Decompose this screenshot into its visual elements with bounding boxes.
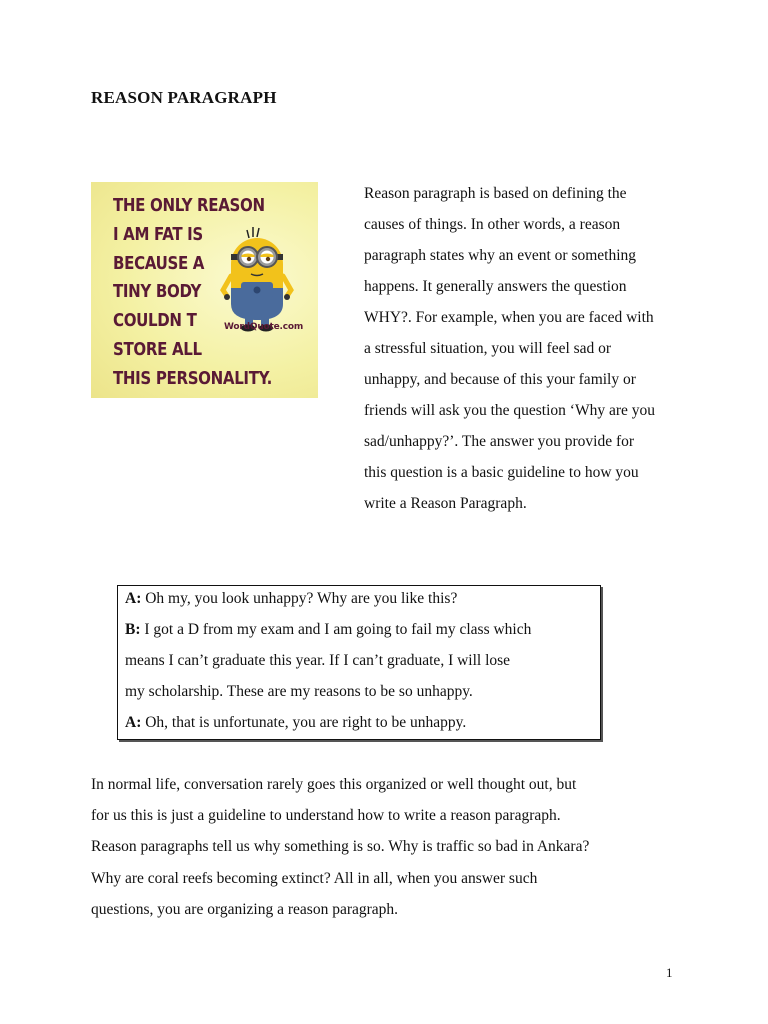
image-quote-line: TINY BODY	[113, 282, 202, 303]
intro-line: causes of things. In other words, a reason	[364, 216, 621, 233]
closing-line: In normal life, conversation rarely goes this organized or well thought out, but	[91, 776, 577, 793]
dialog-line	[125, 583, 600, 614]
dialog-line	[125, 707, 600, 738]
dialog-text: I got a D from my exam and I am going to fail my class which	[140, 621, 532, 638]
intro-line: WHY?. For example, when you are faced with	[364, 309, 654, 326]
image-quote-line: COULDN T	[113, 311, 197, 332]
image-quote-line: BECAUSE A	[113, 253, 205, 274]
speaker-label: B:	[125, 621, 141, 638]
minion-quote-image	[91, 182, 318, 398]
intro-line: write a Reason Paragraph.	[364, 495, 527, 512]
dialog-line	[125, 614, 600, 645]
closing-paragraph	[91, 769, 711, 925]
page-number: 1	[666, 965, 673, 980]
dialog-text: Oh my, you look unhappy? Why are you like this?	[141, 590, 458, 607]
image-quote-line: THIS PERSONALITY.	[113, 368, 273, 389]
intro-line: friends will ask you the question ‘Why are you	[364, 402, 655, 419]
intro-line: sad/unhappy?’. The answer you provide for	[364, 433, 635, 450]
intro-paragraph	[364, 178, 714, 519]
minion-illustration	[219, 224, 299, 334]
speaker-label: A:	[125, 714, 142, 731]
intro-line: a stressful situation, you will feel sad or	[364, 340, 612, 357]
dialog-line: means I can’t graduate this year. If I can’t graduate, I will lose	[125, 652, 511, 669]
closing-line: Why are coral reefs becoming extinct? All in all, when you answer such	[91, 869, 538, 887]
closing-line: Reason paragraphs tell us why something is so. Why is traffic so bad in Ankara?	[91, 838, 590, 856]
speaker-label: A:	[125, 590, 142, 607]
intro-line: unhappy, and because of this your family or	[364, 371, 636, 388]
image-credit: WordQuote.com	[224, 322, 304, 332]
intro-line: this question is a basic guideline to how you	[364, 464, 639, 481]
image-quote-line: THE ONLY REASON	[113, 196, 265, 216]
closing-line: questions, you are organizing a reason paragraph.	[91, 900, 399, 918]
intro-line: Reason paragraph is based on defining the	[364, 185, 627, 202]
closing-line: for us this is just a guideline to understand how to write a reason paragraph.	[91, 807, 561, 825]
dialog-box	[117, 585, 601, 740]
image-quote-line: STORE ALL	[113, 339, 202, 360]
dialog-line: my scholarship. These are my reasons to be so unhappy.	[125, 683, 473, 700]
image-quote-line: I AM FAT IS	[113, 224, 203, 245]
intro-line: happens. It generally answers the question	[364, 278, 627, 295]
dialog-text: Oh, that is unfortunate, you are right to be unhappy.	[141, 714, 467, 731]
page-title: REASON PARAGRAPH	[91, 88, 277, 107]
intro-line: paragraph states why an event or something	[364, 247, 637, 264]
